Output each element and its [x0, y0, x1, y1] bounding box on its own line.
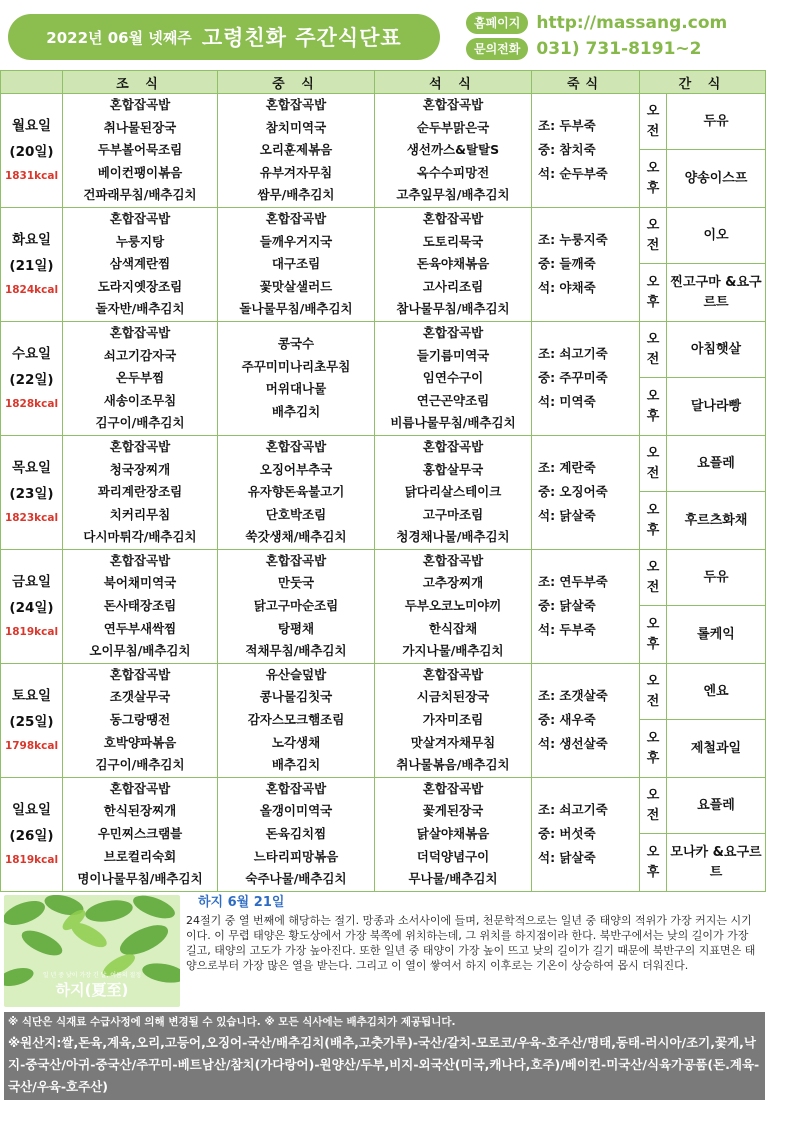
porridge-cell: [532, 207, 640, 321]
pm-snack: 모나카 &요구르트: [667, 834, 766, 892]
am-snack: 요플레: [667, 777, 766, 833]
solstice-section: [0, 891, 765, 1011]
am-snack: 이오: [667, 207, 766, 263]
lunch-item: 오징어부추국: [259, 461, 333, 477]
breakfast-item: 누룽지탕: [115, 233, 165, 249]
lunch-item: 만둣국: [277, 575, 315, 591]
dinner-item: 홍합살무국: [422, 461, 484, 477]
lunch-item: 배추김치: [271, 757, 321, 773]
dinner-item: 고추장찌개: [422, 575, 484, 591]
day-row: [1, 435, 766, 491]
lunch-item: 혼합잡곡밥: [265, 438, 327, 454]
day-cell: [1, 549, 63, 663]
porridge-item: 중: 닭살죽: [538, 598, 596, 614]
lunch-item: 머위대나물: [265, 381, 327, 397]
leaves-image: [4, 895, 180, 1007]
breakfast-item: 혼합잡곡밥: [109, 438, 171, 454]
porridge-item: 중: 주꾸미죽: [538, 370, 608, 386]
day-row: [1, 321, 766, 377]
breakfast-item: 혼합잡곡밥: [109, 552, 171, 568]
lunch-item: 콩나물김칫국: [259, 689, 333, 705]
breakfast-item: 도라지옛장조림: [97, 278, 183, 294]
lunch-item: 돌나물무침/배추김치: [239, 301, 353, 317]
breakfast-item: 두부볼어묵조림: [97, 142, 183, 158]
lunch-item: 대구조림: [271, 256, 321, 272]
breakfast-item: 혼합잡곡밥: [109, 210, 171, 226]
porridge-item: 석: 야채죽: [538, 280, 596, 296]
day-name: 일요일: [11, 802, 52, 819]
breakfast-item: 김구이/배추김치: [95, 757, 185, 773]
lunch-item: 닭고구마순조림: [253, 598, 339, 614]
lunch-item: 배추김치: [271, 404, 321, 420]
day-date: (22일): [9, 372, 54, 389]
breakfast-item: 건파래무침/배추김치: [83, 187, 197, 203]
breakfast-cell: [63, 321, 218, 435]
lunch-cell: [218, 435, 375, 549]
breakfast-item: 조갯살무국: [109, 689, 171, 705]
day-kcal: 1823kcal: [4, 512, 59, 525]
day-kcal: 1819kcal: [4, 854, 59, 867]
dinner-item: 도토리묵국: [422, 233, 484, 249]
lunch-item: 유산슬덮밥: [265, 666, 327, 682]
pm-snack: 롤케익: [667, 606, 766, 664]
day-date: (24일): [9, 600, 54, 617]
weekly-menu-table: [0, 70, 766, 892]
porridge-item: 석: 미역죽: [538, 394, 596, 410]
breakfast-item: 혼합잡곡밥: [109, 666, 171, 682]
pm-label: 오후: [640, 720, 667, 778]
day-cell: [1, 207, 63, 321]
dinner-cell: [375, 549, 532, 663]
dinner-item: 고추잎무침/배추김치: [396, 187, 510, 203]
homepage-url[interactable]: http://massang.com: [536, 13, 728, 33]
breakfast-item: 우민찌스크램블: [97, 826, 183, 841]
lunch-item: 오리훈제볶음: [259, 142, 333, 158]
dinner-cell: [375, 663, 532, 777]
day-cell: [1, 777, 63, 891]
day-name: 금요일: [11, 574, 52, 591]
porridge-item: 석: 순두부죽: [538, 166, 608, 182]
am-label: 오전: [640, 435, 667, 491]
dinner-item: 무나물/배추김치: [408, 871, 498, 887]
day-row: [1, 207, 766, 263]
day-kcal: 1831kcal: [4, 170, 59, 183]
day-cell: [1, 94, 63, 208]
am-snack: 요플레: [667, 435, 766, 491]
header-lunch: 중 식: [218, 71, 375, 94]
pm-snack: 양송이스프: [667, 150, 766, 208]
breakfast-item: 온두부찜: [115, 370, 165, 386]
dinner-item: 맛살겨자채무침: [410, 734, 496, 750]
porridge-cell: [532, 549, 640, 663]
am-label: 오전: [640, 207, 667, 263]
dinner-cell: [375, 777, 532, 891]
day-date: (26일): [9, 828, 54, 845]
day-date: (21일): [9, 258, 54, 275]
porridge-item: 조: 누룽지죽: [538, 232, 608, 248]
breakfast-item: 취나물된장국: [103, 119, 177, 135]
breakfast-item: 돈사태장조림: [103, 598, 177, 614]
table-header-row: [1, 71, 766, 94]
lunch-item: 유부겨자무침: [259, 164, 333, 180]
lunch-item: 참치미역국: [265, 119, 327, 135]
dinner-item: 가지나물/배추김치: [402, 643, 504, 659]
day-row: [1, 663, 766, 719]
day-kcal: 1819kcal: [4, 626, 59, 639]
breakfast-item: 다시마튀각/배추김치: [83, 529, 197, 545]
header-corner: [1, 71, 63, 94]
breakfast-item: 삼색계란찜: [109, 256, 171, 272]
day-row: [1, 777, 766, 833]
day-row: [1, 549, 766, 605]
am-label: 오전: [640, 549, 667, 605]
porridge-cell: [532, 777, 640, 891]
pm-snack: 후르츠화채: [667, 492, 766, 550]
lunch-item: 꽃맛살샐러드: [259, 278, 333, 294]
dinner-item: 닭다리살스테이크: [404, 484, 502, 500]
pm-label: 오후: [640, 264, 667, 322]
lunch-item: 혼합잡곡밥: [265, 210, 327, 226]
breakfast-item: 북어채미역국: [103, 575, 177, 591]
dinner-item: 한식잡채: [428, 620, 478, 636]
lunch-item: 탕평채: [277, 620, 315, 636]
dinner-item: 두부오코노미야끼: [404, 598, 502, 614]
breakfast-cell: [63, 207, 218, 321]
lunch-item: 적채무침/배추김치: [245, 643, 347, 659]
dinner-item: 연근곤약조림: [416, 392, 490, 408]
porridge-item: 석: 생선살죽: [538, 736, 608, 752]
breakfast-item: 연두부새싹찜: [103, 620, 177, 636]
page-title: 고령친화 주간식단표: [201, 26, 402, 50]
porridge-item: 중: 참치죽: [538, 142, 596, 158]
dinner-item: 시금치된장국: [416, 689, 490, 705]
lunch-item: 단호박조림: [265, 506, 327, 522]
header-snack: 간 식: [640, 71, 766, 94]
week-date: 2022년 06월 넷째주: [46, 28, 192, 47]
day-kcal: 1798kcal: [4, 740, 59, 753]
dinner-item: 혼합잡곡밥: [422, 324, 484, 340]
dinner-item: 취나물볶음/배추김치: [396, 757, 510, 773]
pm-label: 오후: [640, 606, 667, 664]
dinner-cell: [375, 321, 532, 435]
menu-body: [1, 94, 766, 892]
porridge-item: 조: 두부죽: [538, 118, 596, 134]
porridge-cell: [532, 321, 640, 435]
breakfast-item: 브로컬리숙회: [103, 848, 177, 864]
day-name: 수요일: [11, 346, 52, 363]
am-label: 오전: [640, 777, 667, 833]
lunch-item: 혼합잡곡밥: [265, 780, 327, 796]
breakfast-item: 혼합잡곡밥: [109, 780, 171, 796]
breakfast-item: 치커리무침: [109, 506, 171, 522]
day-name: 월요일: [11, 118, 52, 135]
breakfast-item: 호박양파볶음: [103, 734, 177, 750]
phone-number: 031) 731-8191~2: [536, 39, 702, 59]
dinner-item: 가자미조림: [422, 712, 484, 728]
day-date: (20일): [9, 144, 54, 161]
title-banner: [8, 14, 440, 60]
lunch-item: 올갱이미역국: [259, 803, 333, 819]
lunch-item: 감자스모크햄조림: [247, 712, 345, 728]
dinner-item: 혼합잡곡밥: [422, 552, 484, 568]
pm-label: 오후: [640, 378, 667, 436]
lunch-cell: [218, 207, 375, 321]
am-label: 오전: [640, 663, 667, 719]
day-name: 토요일: [11, 688, 52, 705]
breakfast-item: 혼합잡곡밥: [109, 324, 171, 340]
breakfast-cell: [63, 663, 218, 777]
am-snack: 두유: [667, 94, 766, 150]
dinner-item: 혼합잡곡밥: [422, 780, 484, 796]
dinner-item: 청경채나물/배추김치: [396, 529, 510, 545]
day-row: [1, 94, 766, 150]
lunch-cell: [218, 663, 375, 777]
lunch-cell: [218, 549, 375, 663]
porridge-item: 조: 쇠고기죽: [538, 802, 608, 818]
lunch-item: 들깨우거지국: [259, 233, 333, 249]
breakfast-item: 쇠고기감자국: [103, 347, 177, 363]
lunch-cell: [218, 321, 375, 435]
homepage-row: [466, 12, 727, 34]
lunch-item: 노각생채: [271, 734, 321, 750]
lunch-item: 쑥갓생채/배추김치: [245, 529, 347, 545]
phone-label: 문의전화: [466, 38, 528, 60]
porridge-item: 석: 닭살죽: [538, 508, 596, 524]
lunch-item: 쌈무/배추김치: [257, 187, 335, 203]
dinner-item: 돈육야채볶음: [416, 256, 490, 272]
image-caption: 하지(夏至): [55, 981, 129, 999]
pm-label: 오후: [640, 492, 667, 550]
am-snack: 엔요: [667, 663, 766, 719]
dinner-item: 혼합잡곡밥: [422, 97, 484, 112]
breakfast-cell: [63, 435, 218, 549]
dinner-item: 고사리조림: [422, 278, 484, 294]
porridge-item: 조: 계란죽: [538, 460, 596, 476]
porridge-cell: [532, 663, 640, 777]
lunch-item: 혼합잡곡밥: [265, 552, 327, 568]
breakfast-item: 청국장찌개: [109, 461, 171, 477]
dinner-cell: [375, 435, 532, 549]
pm-snack: 제철과일: [667, 720, 766, 778]
lunch-item: 주꾸미미나리초무침: [241, 358, 351, 374]
porridge-cell: [532, 94, 640, 208]
breakfast-item: 혼합잡곡밥: [109, 97, 171, 112]
dinner-cell: [375, 94, 532, 208]
porridge-item: 중: 들깨죽: [538, 256, 596, 272]
dinner-item: 혼합잡곡밥: [422, 438, 484, 454]
pm-snack: 달나라빵: [667, 378, 766, 436]
dinner-item: 더덕양념구이: [416, 848, 490, 864]
day-kcal: 1828kcal: [4, 398, 59, 411]
lunch-item: 콩국수: [277, 336, 315, 352]
breakfast-item: 동그랑땡전: [109, 712, 171, 728]
day-date: (25일): [9, 714, 54, 731]
am-label: 오전: [640, 321, 667, 377]
day-cell: [1, 663, 63, 777]
homepage-label: 홈페이지: [466, 12, 528, 34]
day-kcal: 1824kcal: [4, 284, 59, 297]
porridge-item: 조: 쇠고기죽: [538, 346, 608, 362]
phone-row: [466, 38, 701, 60]
breakfast-item: 꽈리계란장조림: [97, 484, 183, 500]
notice-line: ※ 식단은 식재료 수급사정에 의해 변경될 수 있습니다. ※ 모든 식사에는 배추김치가 제공됩니다.: [8, 1016, 456, 1028]
porridge-item: 조: 조갯살죽: [538, 688, 608, 704]
porridge-item: 석: 닭살죽: [538, 850, 596, 866]
dinner-item: 임연수구이: [422, 370, 484, 386]
day-date: (23일): [9, 486, 54, 503]
day-name: 화요일: [11, 232, 52, 249]
header-breakfast: 조 식: [63, 71, 218, 94]
porridge-item: 중: 새우죽: [538, 712, 596, 728]
porridge-item: 중: 버섯죽: [538, 826, 596, 842]
breakfast-cell: [63, 777, 218, 891]
breakfast-item: 한식된장찌개: [103, 803, 177, 819]
dinner-item: 참나물무침/배추김치: [396, 301, 510, 317]
dinner-item: 생선까스&탈탈S: [406, 142, 500, 158]
lunch-item: 유자향돈육불고기: [247, 484, 345, 500]
pm-label: 오후: [640, 150, 667, 208]
lunch-item: 숙주나물/배추김치: [245, 871, 347, 887]
solstice-title: 하지 6월 21일: [198, 895, 285, 910]
lunch-cell: [218, 777, 375, 891]
breakfast-item: 베이컨팽이볶음: [97, 164, 183, 180]
pm-snack: 찐고구마 &요구르트: [667, 264, 766, 322]
breakfast-item: 김구이/배추김치: [95, 415, 185, 431]
porridge-cell: [532, 435, 640, 549]
breakfast-item: 오이무침/배추김치: [89, 643, 191, 659]
lunch-item: 혼합잡곡밥: [265, 97, 327, 112]
breakfast-cell: [63, 549, 218, 663]
header-dinner: 석 식: [375, 71, 532, 94]
dinner-item: 순두부맑은국: [416, 119, 490, 135]
dinner-item: 비름나물무침/배추김치: [390, 415, 516, 431]
lunch-item: 돈육김치찜: [265, 826, 327, 841]
dinner-cell: [375, 207, 532, 321]
porridge-item: 중: 오징어죽: [538, 484, 608, 500]
day-name: 목요일: [11, 460, 52, 477]
dinner-item: 혼합잡곡밥: [422, 210, 484, 226]
lunch-item: 느타리피망볶음: [253, 848, 339, 864]
am-snack: 아침햇살: [667, 321, 766, 377]
dinner-item: 꽃게된장국: [422, 803, 484, 819]
dinner-item: 닭살야채볶음: [416, 826, 490, 841]
origin-info: ※원산지:쌀,돈육,계육,오리,고등어,오징어-국산/배추김치(배추,고춧가루)-국산/갈치-모로코/우육-호주산/명태,동태-러시아/조기,꽃게,낙지-중국산/아귀-중국산/주꾸미-베트남산/참치(가다랑어)-원양산/두부,비지-외국산(미국,캐나다,호주)/베이컨-미국산/식육가공품(돈.계육-국산/우육-호주산): [8, 1035, 760, 1094]
dinner-item: 옥수수피망전: [416, 164, 490, 180]
am-snack: 두유: [667, 549, 766, 605]
porridge-item: 조: 연두부죽: [538, 574, 608, 590]
solstice-text: 24절기 중 열 번째에 해당하는 절기. 망종과 소서사이에 들며, 천문학적으로는 일년 중 태양의 적위가 가장 커지는 시기이다. 이 무렵 태양은 황도상에서 가장 북쪽에 위치하는데, 그 위치를 하지점이라 한다. 북반구에서는 낮의 길이가 가장 길고, 태양의 고도가 가장 높아진다. 또한 일년 중 태양이 가장 높이 뜨고 낮의 길이가 길기 때문에 북반구의 지표면은 태양으로부터 가장 많은 열을 받는다. 그리고 이 열이 쌓여서 하지 이후로는 기온이 상승하여 몹시 더워진다.: [186, 914, 756, 972]
notice-box: [4, 1012, 765, 1100]
image-caption-small: 일 년 중 낮이 가장 긴 날, 여름의 절정: [42, 972, 142, 979]
day-cell: [1, 321, 63, 435]
pm-label: 오후: [640, 834, 667, 892]
lunch-cell: [218, 94, 375, 208]
breakfast-item: 새송이조무침: [103, 392, 177, 408]
porridge-item: 석: 두부죽: [538, 622, 596, 638]
dinner-item: 들기름미역국: [416, 347, 490, 363]
dinner-item: 고구마조림: [422, 506, 484, 522]
header-porridge: 죽식: [532, 71, 640, 94]
breakfast-item: 돌자반/배추김치: [95, 301, 185, 317]
breakfast-item: 명이나물무침/배추김치: [77, 871, 203, 887]
am-label: 오전: [640, 94, 667, 150]
dinner-item: 혼합잡곡밥: [422, 666, 484, 682]
day-cell: [1, 435, 63, 549]
breakfast-cell: [63, 94, 218, 208]
